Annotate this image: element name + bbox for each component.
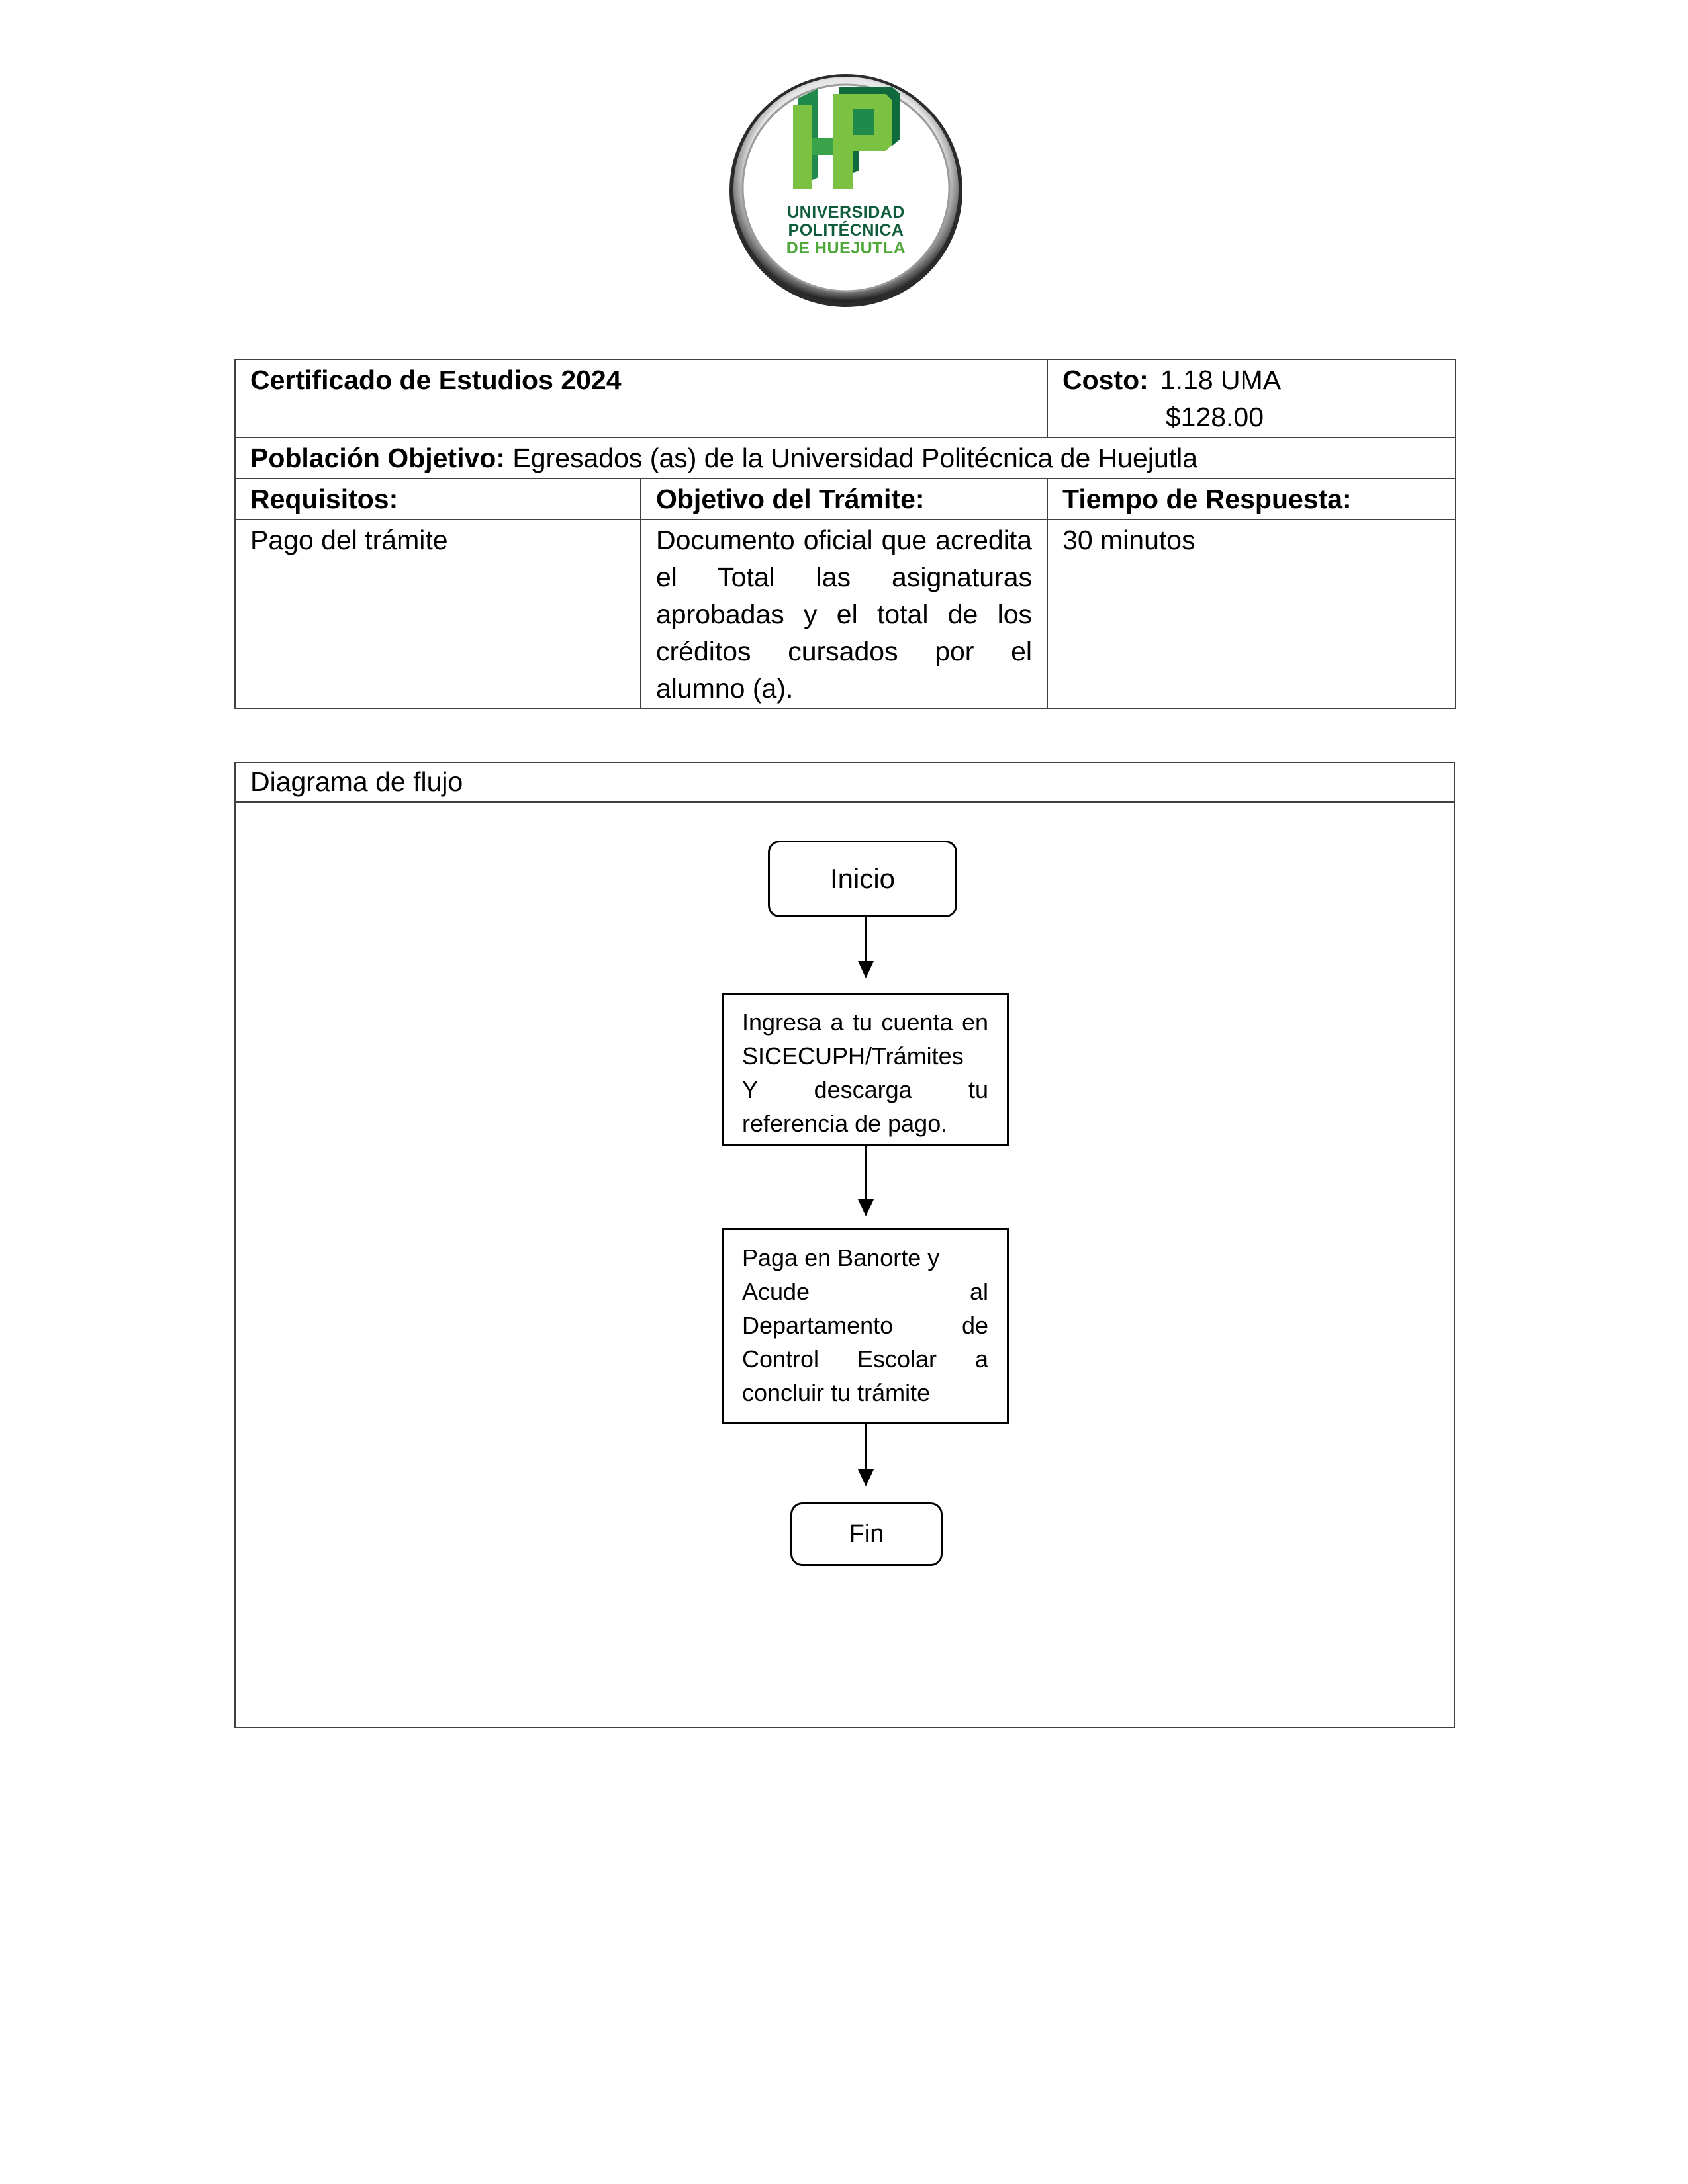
- population-cell: [235, 437, 1456, 478]
- objective-header: Objetivo del Trámite:: [641, 478, 1047, 520]
- response-time-value: 30 minutos: [1047, 520, 1456, 709]
- cost-cell: [1047, 359, 1456, 437]
- info-table: [234, 359, 1456, 709]
- flow-step-login-line: Ingresa a tu cuenta en: [742, 1009, 988, 1036]
- population-label: Población Objetivo:: [250, 443, 505, 473]
- flow-step-payment-line: Acude al: [742, 1278, 988, 1305]
- population-row: [235, 437, 1456, 478]
- flow-end-node: Fin: [790, 1502, 943, 1566]
- procedure-title: Certificado de Estudios 2024: [235, 359, 1047, 437]
- response-time-header: Tiempo de Respuesta:: [1047, 478, 1456, 520]
- flow-step-payment-line: Control Escolar a: [742, 1345, 988, 1373]
- title-row: [235, 359, 1456, 437]
- content-row: [235, 520, 1456, 709]
- objective-value: Documento oficial que acredita el Total las asignaturas aprobadas y el total de los créditos cursados por el alumno (a).: [641, 520, 1047, 709]
- flow-step-payment-line: Departamento de: [742, 1312, 988, 1339]
- logo-text-line-2: POLITÉCNICA: [788, 221, 904, 240]
- flow-start-node: Inicio: [768, 841, 957, 917]
- flow-step-payment-line: concluir tu trámite: [742, 1379, 931, 1406]
- cost-uma: 1.18 UMA: [1160, 365, 1282, 395]
- flow-step-payment-line: Paga en Banorte y: [742, 1244, 940, 1271]
- flow-step-login-line: referencia de pago.: [742, 1110, 948, 1137]
- population-value: Egresados (as) de la Universidad Politécnica de Huejutla: [512, 443, 1198, 473]
- logo-text-line-3: DE HUEJUTLA: [786, 239, 906, 257]
- flow-step-payment: [722, 1228, 1009, 1424]
- cost-mxn: $128.00: [1165, 402, 1264, 432]
- requirements-header: Requisitos:: [235, 478, 641, 520]
- university-logo: [727, 71, 965, 310]
- flow-step-login-line: SICECUPH/Trámites: [742, 1042, 964, 1069]
- flow-step-login-line: Y descarga tu: [742, 1076, 988, 1103]
- header-row: [235, 478, 1456, 520]
- logo-emblem-icon: [727, 71, 965, 310]
- flow-step-login: [722, 993, 1009, 1146]
- flow-diagram-heading: Diagrama de flujo: [236, 763, 1454, 803]
- cost-label: Costo:: [1062, 365, 1149, 395]
- logo-text-line-1: UNIVERSIDAD: [787, 203, 905, 222]
- requirements-value: Pago del trámite: [235, 520, 641, 709]
